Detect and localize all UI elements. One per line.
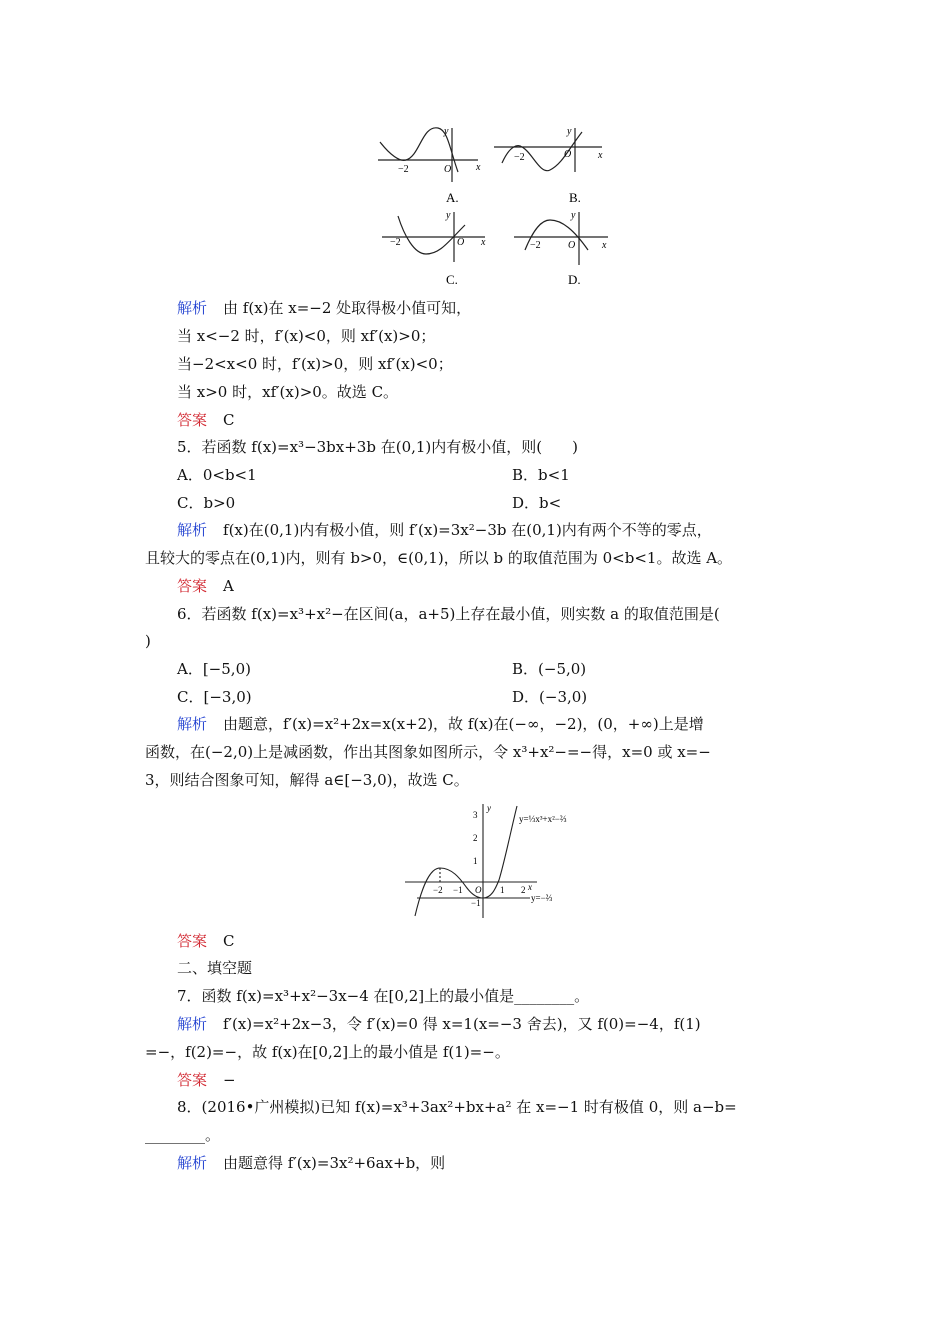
analysis-label: 解析 <box>177 715 208 733</box>
answer-label: 答案 <box>177 577 208 595</box>
x-tick: −2 <box>433 885 443 895</box>
graph-c-label: C. <box>446 272 458 287</box>
analysis-text: f′(x)=x²+2x−3，令 f′(x)=0 得 x=1(x=−3 舍去)，又 f(0)=−4，f(1) <box>223 1015 701 1033</box>
graph-c-y-label: y <box>446 210 451 221</box>
answer-value: − <box>223 1071 236 1089</box>
q8-analysis-line <box>177 1153 445 1173</box>
graph-c-tick: −2 <box>390 237 401 248</box>
answer-value: C <box>223 411 235 429</box>
line-label: y=−⅔ <box>531 893 553 903</box>
q6-options-row <box>177 687 817 707</box>
curve-label: y=⅓x³+x²−⅔ <box>519 814 567 824</box>
analysis-label: 解析 <box>177 1154 208 1172</box>
q8-stem: 8．(2016•广州模拟)已知 f(x)=x³+3ax²+bx+a² 在 x=−1 时有极值 0，则 a−b= <box>177 1098 737 1116</box>
q6-function-graph <box>395 800 605 920</box>
q4-analysis-line: 当 x<−2 时，f′(x)<0，则 xf′(x)>0； <box>177 327 436 345</box>
graph-b-y-label: y <box>567 126 572 137</box>
y-tick: 2 <box>473 833 478 843</box>
section-heading: 二、填空题 <box>177 959 253 977</box>
graph-b-x-label: x <box>598 150 603 161</box>
analysis-text: f(x)在(0,1)内有极小值，则 f′(x)=3x²−3b 在(0,1)内有两个不等的零点， <box>223 521 712 539</box>
analysis-text: 由题意，f′(x)=x²+2x=x(x+2)，故 f(x)在(−∞，−2)，(0，+∞)上是增 <box>223 715 704 733</box>
answer-label: 答案 <box>177 411 208 429</box>
option-d: D．(−3,0) <box>512 688 588 706</box>
q7-analysis-line: =−，f(2)=−，故 f(x)在[0,2]上的最小值是 f(1)=−。 <box>145 1043 510 1061</box>
q4-answer <box>177 410 235 430</box>
y-tick: 3 <box>473 810 478 820</box>
option-b: B．b<1 <box>512 466 570 484</box>
graph-d-origin: O <box>568 240 576 251</box>
graph-a-label: A. <box>446 190 459 205</box>
q4-analysis-line: 当−2<x<0 时，f′(x)>0，则 xf′(x)<0； <box>177 355 453 373</box>
q4-analysis-line: 当 x>0 时，xf′(x)>0。故选 C。 <box>177 383 399 401</box>
graph-d <box>514 212 608 265</box>
q5-options-row <box>177 465 817 485</box>
analysis-label: 解析 <box>177 299 208 317</box>
q5-stem: 5．若函数 f(x)=x³−3bx+3b 在(0,1)内有极小值，则( ) <box>177 438 578 456</box>
answer-label: 答案 <box>177 932 208 950</box>
q4-analysis-line <box>177 298 471 318</box>
cubic-curve <box>415 806 517 916</box>
option-c: C．b>0 <box>177 494 236 512</box>
graph-a-x-label: x <box>476 162 481 173</box>
x-tick: 1 <box>500 885 505 895</box>
x-tick: −1 <box>453 885 463 895</box>
graph-a-origin: O <box>444 164 452 175</box>
q7-analysis-line <box>177 1014 701 1034</box>
graph-b-origin: O <box>564 149 572 160</box>
y-tick: 1 <box>473 856 478 866</box>
y-tick: −1 <box>471 898 481 908</box>
answer-value: C <box>223 932 235 950</box>
q7-answer <box>177 1070 236 1090</box>
q5-analysis-line: 且较大的零点在(0,1)内，则有 b>0，∈(0,1)，所以 b 的取值范围为 0<b<1。故选 A。 <box>145 549 733 567</box>
q7-stem: 7．函数 f(x)=x³+x²−3x−4 在[0,2]上的最小值是________。 <box>177 987 590 1005</box>
option-graphs <box>370 120 620 290</box>
analysis-text: 由题意得 f′(x)=3x²+6ax+b，则 <box>223 1154 446 1172</box>
graph-d-tick: −2 <box>530 240 541 251</box>
analysis-text: 由 f(x)在 x=−2 处取得极小值可知， <box>223 299 472 317</box>
graph-b-label: B. <box>569 190 581 205</box>
q6-analysis-line: 函数，在(−2,0)上是减函数，作出其图象如图所示，令 x³+x²−=−得，x=0 或 x=− <box>145 743 711 761</box>
graph-b-tick: −2 <box>514 152 525 163</box>
analysis-label: 解析 <box>177 1015 208 1033</box>
q6-options-row <box>177 659 817 679</box>
option-a: A．0<b<1 <box>177 466 257 484</box>
graph-d-x-label: x <box>602 240 607 251</box>
option-b: B．(−5,0) <box>512 660 587 678</box>
graph-c-origin: O <box>457 237 465 248</box>
analysis-label: 解析 <box>177 521 208 539</box>
graph-a-tick: −2 <box>398 164 409 175</box>
q8-stem-cont: ________。 <box>145 1126 221 1144</box>
q5-options-row <box>177 493 817 513</box>
q5-answer <box>177 576 234 596</box>
answer-value: A <box>223 577 234 595</box>
q6-analysis-line: 3，则结合图象可知，解得 a∈[−3,0)，故选 C。 <box>145 771 469 789</box>
option-c: C．[−3,0) <box>177 688 252 706</box>
q6-answer <box>177 931 235 951</box>
graph-b <box>494 128 602 172</box>
graph-c-x-label: x <box>481 237 486 248</box>
y-axis-label: y <box>487 803 491 813</box>
graph-a-y-label: y <box>444 126 449 137</box>
graph-a <box>378 128 478 182</box>
graph-d-y-label: y <box>571 210 576 221</box>
origin-label: O <box>475 885 482 895</box>
x-axis-label: x <box>528 882 532 892</box>
graph-d-label: D. <box>568 272 581 287</box>
option-d: D．b< <box>512 494 562 512</box>
x-tick: 2 <box>521 885 526 895</box>
option-a: A．[−5,0) <box>177 660 251 678</box>
q5-analysis-line <box>177 520 712 540</box>
q6-stem: 6．若函数 f(x)=x³+x²−在区间(a，a+5)上存在最小值，则实数 a 的取值范围是( <box>177 605 720 623</box>
answer-label: 答案 <box>177 1071 208 1089</box>
q6-analysis-line <box>177 714 704 734</box>
q6-stem-cont: ) <box>145 632 151 650</box>
